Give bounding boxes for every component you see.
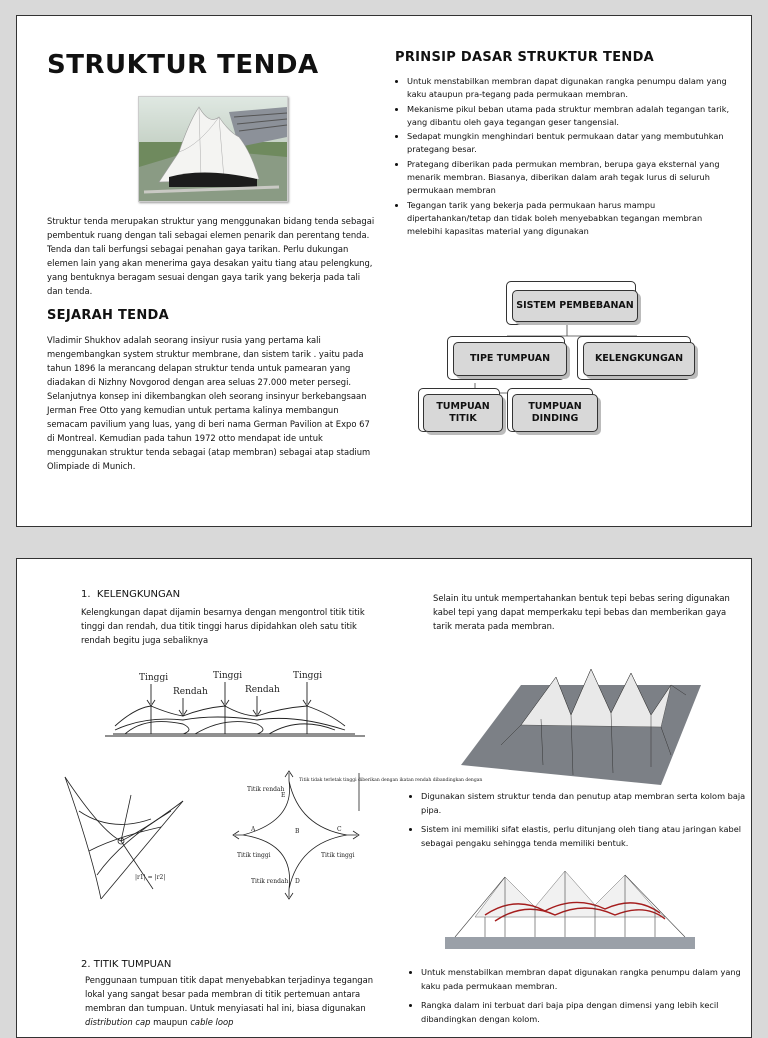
section-two-text <box>85 973 381 1029</box>
system-bullets <box>409 789 751 851</box>
edge-cable-text: Selain itu untuk mempertahankan bentuk tepi bebas sering digunakan kabel tepi yang dapat memperkaku tepi bebas dan memberikan gaya tarik merata pada membran. <box>433 593 730 631</box>
figure-label: Titik rendah <box>247 786 285 793</box>
diagram-leaf-node: TUMPUAN DINDING <box>512 394 598 432</box>
saddle-figure-right <box>233 771 483 899</box>
principle-item: • Sedapat mungkin menghindari bentuk permukaan datar yang membutuhkan prategang besar. <box>407 130 737 157</box>
system-bullet: • Sistem ini memiliki sifat elastis, perlu ditunjang oleh tiang atau jaringan kabel sebagai pengaku sehingga tenda memiliki bentuk. <box>421 822 751 850</box>
frame-bullet: • Untuk menstabilkan membran dapat digunakan rangka penumpu dalam yang kaku pada permukaan membran. <box>421 965 751 993</box>
figure-letter: D <box>295 878 300 885</box>
steel-frame-render <box>445 865 695 955</box>
figure-label: Titik tinggi <box>237 852 271 859</box>
tent-photo <box>138 96 288 202</box>
principle-item: • Prategang diberikan pada permukan membran, berupa gaya eksternal yang menarik membran. Biasanya, diberikan dalam arah tegak lurus di seluruh permukaan membran <box>407 158 737 198</box>
connector-word: maupun <box>153 1017 188 1027</box>
history-text: Vladimir Shukhov adalah seorang insiyur rusia yang pertama kali mengembangkan system struktur membrane, dan sistem tarik . yaitu pada tahun 1896 la merancang delapan struktur tenda untuk pamearan yang diadakan di Nizhny Novgorod dengan area seluas 27.000 meter persegi. Selanjutnya konsep ini dikembangkan oleh seorang insinyur berkebangsaan Jerman Free Otto yang kemudian untuk pertama kalinya membangun semacam pavilium yang luas, yang di beri nama German Pavilion at Expo 67 di Montreal. Kemudian pada tahun 1972 otto mendapat ide untuk menggunakan struktur tenda sebagai (atap membran) sebagai atap stadium Olimpiade di Munich. <box>47 335 371 471</box>
figure-label: Titik tinggi <box>321 852 355 859</box>
diagram-left-node: TIPE TUMPUAN <box>453 342 567 376</box>
figure-letter: B <box>295 828 300 835</box>
principle-item: • Mekanisme pikul beban utama pada struktur membran adalah tegangan tarik, yang dibantu oleh gaya tegangan geser tangensial. <box>407 103 737 130</box>
curve-label: Tinggi <box>213 671 243 681</box>
intro-text: Struktur tenda merupakan struktur yang menggunakan bidang tenda sebagai pembentuk ruang dengan tali sebagai elemen penarik dan perentang tenda. Tenda dan tali berfungsi sebagai penahan gaya tarikan. Perlu dukungan elemen lain yang akan menerima gaya desakan yaitu tiang atau pelengkung, yang bentuknya beragam sesuai dengan gaya tarik yang bekerja pada tali dan tenda. <box>47 216 375 296</box>
system-bullet: • Digunakan sistem struktur tenda dan penutup atap membran serta kolom baja pipa. <box>421 789 751 817</box>
section-two-body: Penggunaan tumpuan titik dapat menyebabkan terjadinya tegangan lokal yang sangat besar pada membran di titik pertemuan antara membran dan tumpuan. Untuk menyiasati hal ini, biasa digunakan <box>85 975 374 1013</box>
page-one <box>16 15 752 527</box>
figure-label: Titik rendah <box>251 878 289 885</box>
diagram-right-node: KELENGKUNGAN <box>583 342 695 376</box>
principle-item: • Untuk menstabilkan membran dapat digunakan rangka penumpu dalam yang kaku ataupun pra-tegang pada permukaan membran. <box>407 75 737 102</box>
section-title: KELENGKUNGAN <box>96 589 181 600</box>
principles-list <box>395 75 737 240</box>
figure-note: Titik tidak terletak tinggi diberikan dengan ikatan rendah dibandingkan dengan <box>299 778 483 783</box>
section-number: 1. <box>81 589 91 600</box>
frame-bullet: • Rangka dalam ini terbuat dari baja pipa dengan dimensi yang lebih kecil dibandingkan dengan kolom. <box>421 998 751 1026</box>
figure-letter: C <box>337 826 342 833</box>
section-one-text: Kelengkungan dapat dijamin besarnya dengan mengontrol titik titik tinggi dan rendah, dua titik tinggi harus dipidahkan oleh satu titik rendah begitu juga sebaliknya <box>81 607 365 645</box>
frame-bullets <box>409 965 751 1027</box>
figure-caption: |r1| = |r2| <box>135 874 166 881</box>
italic-term: cable loop <box>190 1017 234 1027</box>
section-one-heading <box>81 589 180 600</box>
figure-letter: E <box>281 792 286 799</box>
principles-title: PRINSIP DASAR STRUKTUR TENDA <box>395 50 655 65</box>
principle-item: • Tegangan tarik yang bekerja pada permukaan harus mampu dipertahankan/tetap dan tidak boleh menyebabkan tegangan membran melebihi kapasitas material yang digunakan <box>407 199 737 239</box>
diagram-leaf-node: TUMPUAN TITIK <box>423 394 503 432</box>
curvature-diagram <box>85 664 373 746</box>
membrane-roof-render <box>461 655 701 787</box>
curve-label: Rendah <box>173 687 208 697</box>
saddle-figure-left <box>61 771 187 903</box>
section-two-title: 2. TITIK TUMPUAN <box>81 959 172 970</box>
curve-label: Tinggi <box>139 673 169 683</box>
diagram-root-node: SISTEM PEMBEBANAN <box>512 290 638 322</box>
curve-label: Rendah <box>245 685 280 695</box>
italic-term: distribution cap <box>85 1017 151 1027</box>
page-title: STRUKTUR TENDA <box>47 50 319 80</box>
curve-label: Tinggi <box>293 671 323 681</box>
page-two <box>16 558 752 1038</box>
figure-letter: A <box>251 826 256 833</box>
history-title: SEJARAH TENDA <box>47 308 169 323</box>
